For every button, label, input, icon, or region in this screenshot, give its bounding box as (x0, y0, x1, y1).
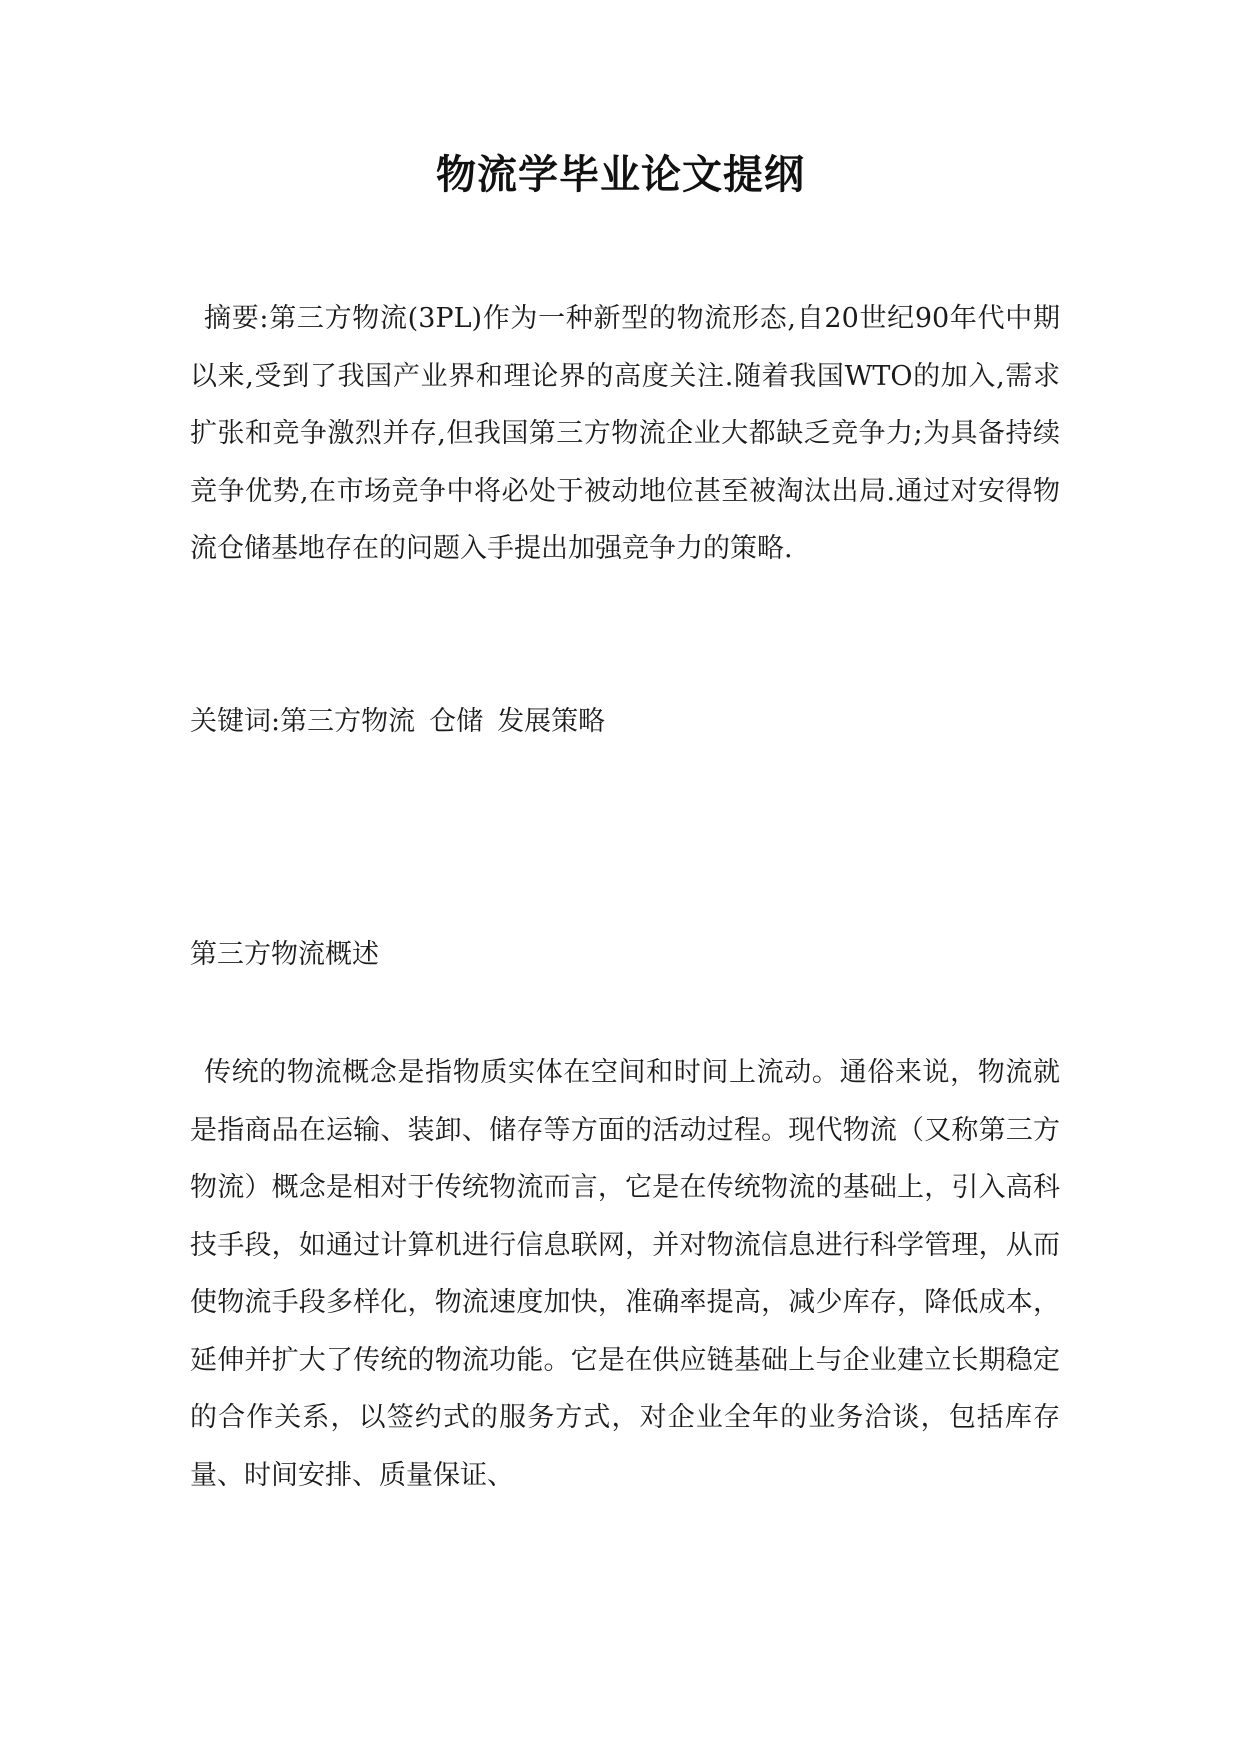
keywords-line (190, 693, 1060, 751)
section-body-paragraph: 传统的物流概念是指物质实体在空间和时间上流动。通俗来说，物流就是指商品在运输、装卸、储存等方面的活动过程。现代物流（又称第三方物流）概念是相对于传统物流而言，它是在传统物流的基础上，引入高科技手段，如通过计算机进行信息联网，并对物流信息进行科学管理，从而使物流手段多样化，物流速度加快，准确率提高，减少库存，降低成本，延伸并扩大了传统的物流功能。它是在供应链基础上与企业建立长期稳定的合作关系，以签约式的服务方式，对企业全年的业务洽谈，包括库存量、时间安排、质量保证、 (190, 1057, 1060, 1491)
keywords-label: 关键词: (190, 706, 281, 737)
document-title: 物流学毕业论文提纲 (436, 151, 805, 198)
keyword-item: 仓储 (429, 706, 484, 737)
section-heading: 第三方物流概述 (190, 939, 379, 970)
keyword-item: 第三方物流 (280, 706, 416, 737)
keyword-item: 发展策略 (497, 706, 606, 737)
abstract-paragraph: 摘要:第三方物流(3PL)作为一种新型的物流形态,自20世纪90年代中期以来,受到了我国产业界和理论界的高度关注.随着我国WTO的加入,需求扩张和竞争激烈并存,但我国第三方物流企业大都缺乏竞争力;为具备持续竞争优势,在市场竞争中将必处于被动地位甚至被淘汰出局.通过对安得物流仓储基地存在的问题入手提出加强竞争力的策略. (190, 303, 1060, 564)
